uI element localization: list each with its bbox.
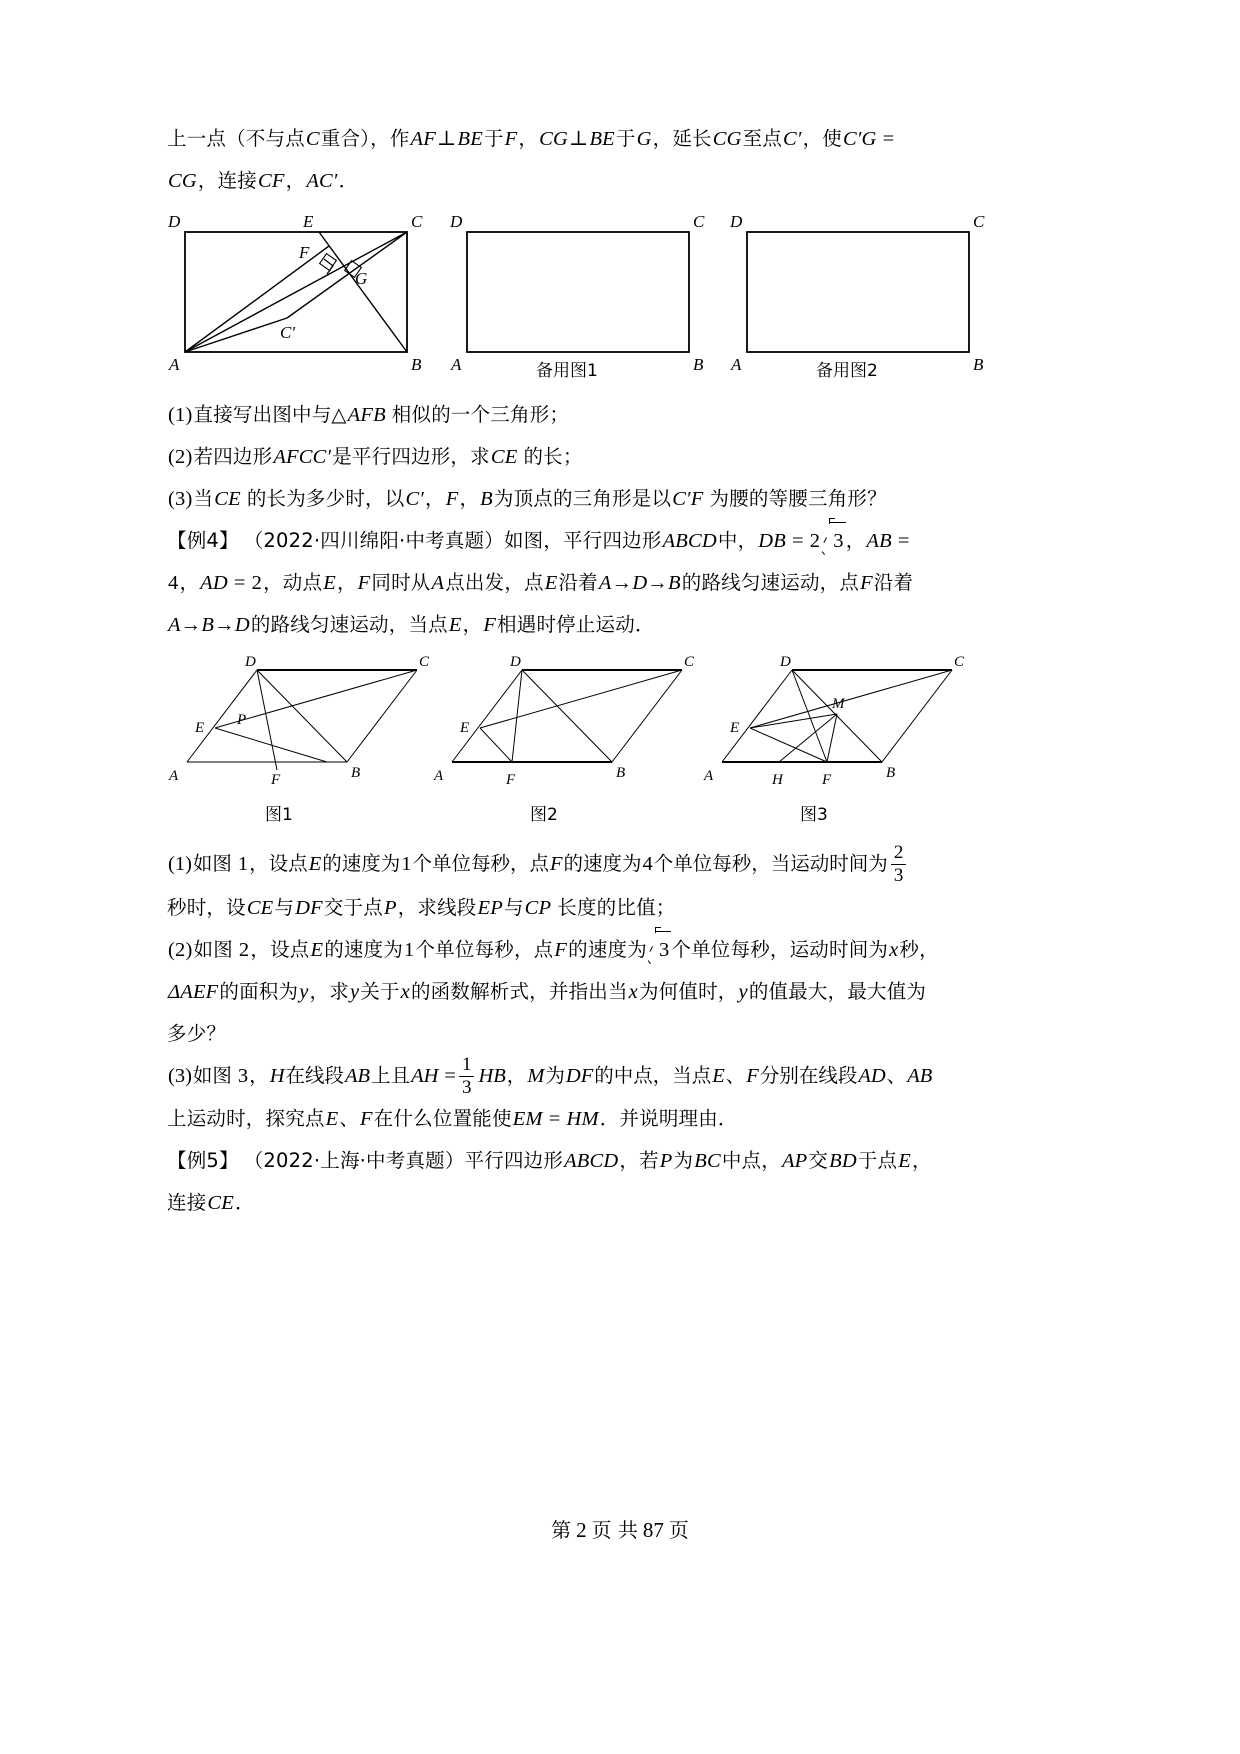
figure1-label-C: C [411, 212, 423, 231]
q2-1-text-b: ，设点 [249, 852, 308, 875]
figure-tu2 [433, 654, 695, 825]
figure1-label-A: A [169, 355, 180, 374]
q2-2-point-E: E [310, 938, 324, 961]
q2-3-comma-1: ， [249, 1063, 269, 1087]
q2-2-text-m: 的值最大，最大值为 [748, 979, 927, 1003]
q1-3-comma-1: ， [425, 487, 445, 510]
example-4-equals: = [792, 530, 804, 552]
example-5-text-d: 中点， [721, 1149, 781, 1173]
intro-line-1 [167, 118, 1073, 160]
q2-2-fig-num: 2 [238, 938, 250, 961]
figure-tu3 [703, 654, 965, 825]
tu1-label-E: E [195, 720, 205, 736]
figure-tu1 [168, 654, 430, 825]
q2-2-text-l: 为何值时， [638, 979, 738, 1003]
figures-group-1 [167, 210, 1073, 380]
q1-2-segment-CE: CE [490, 446, 518, 468]
spare1-label-D: D [450, 212, 463, 231]
q2-2-text-a: 如图 [193, 937, 233, 961]
q1-1-text-a: 直接写出图中与△ [193, 403, 347, 426]
tu1-label-B: B [351, 765, 361, 781]
q2-1-number: (1) [168, 853, 192, 875]
q2-3-point-E: E [712, 1064, 725, 1087]
figure1-label-D: D [168, 212, 181, 231]
q2-3-text-i: ．并说明理由． [599, 1107, 738, 1131]
q2-1-text-i: 交于点 [323, 895, 383, 919]
example-4-segment-AB: AB [866, 530, 892, 552]
intro-text-h: 至点 [742, 127, 783, 150]
equals-sign-1: = [882, 128, 895, 150]
q2-1-text-d: 个单位每秒，点 [412, 852, 549, 875]
example-4-segment-AD: AD [200, 572, 228, 594]
q1-3-segment-CpF: C′F [672, 488, 704, 510]
example-5-comma: ， [911, 1149, 932, 1173]
q2-2-text-k: 的函数解析式，并指出当 [410, 979, 628, 1003]
q1-3-text-d: 为腰的等腰三角形？ [709, 487, 887, 510]
intro-comma-2: ， [285, 169, 306, 192]
segment-ACp: AC′ [306, 170, 338, 192]
point-G: G [636, 128, 652, 150]
q2-1-point-P: P [383, 896, 397, 919]
tu3-label-F: F [822, 772, 832, 788]
tu3-label-D: D [780, 654, 791, 670]
intro-period: ． [338, 169, 359, 192]
intro-comma-1: ， [518, 127, 539, 150]
example-4-l2-comma-2: ， [336, 571, 357, 594]
example-4-equals-3: = [233, 572, 246, 594]
example-5-tag: 【例5】 [167, 1149, 239, 1173]
sqrt-radicand-1: 3 [833, 530, 844, 552]
q2-3-comma-2: ， [506, 1063, 527, 1087]
example-4-AD-value: 2 [251, 572, 263, 594]
q1-2-text-a: 若四边形 [193, 445, 273, 468]
q2-1-text-c: 的速度为 [322, 852, 401, 875]
q2-1-text-f: 个单位每秒，当运动时间为 [653, 852, 888, 875]
q1-3-text-c: 为顶点的三角形是以 [493, 487, 672, 510]
example-4-l2-comma-1: ， [179, 571, 200, 594]
q1-3-point-F: F [445, 488, 459, 510]
tu2-label-A: A [434, 768, 444, 784]
example-4-path-E: A→D→B [598, 572, 681, 594]
q2-3-point-E2: E [325, 1108, 339, 1131]
example-4-l3-point-F: F [483, 614, 497, 636]
intro-text-d: 于 [483, 127, 504, 150]
point-F: F [504, 128, 518, 150]
q2-3-segment-HB: HB [478, 1064, 506, 1087]
q2-3-segment-AH: AH [411, 1064, 439, 1087]
q2-1-text-g: 秒时，设 [167, 895, 246, 919]
q2-2-text-c: 的速度为 [324, 937, 404, 961]
q2-2-text-j: 关于 [360, 979, 400, 1003]
question-2-1-cont [167, 887, 1073, 929]
intro-text-a: 上一点（不与点 [167, 127, 305, 150]
example-5-text-g: 连接 [167, 1191, 207, 1215]
q1-3-segment-CE: CE [214, 488, 241, 510]
q2-3-equals: = [444, 1064, 456, 1087]
fraction-denominator: 3 [891, 864, 907, 886]
q2-1-speed-F: 4 [642, 853, 653, 875]
q1-1-number: (1) [168, 404, 193, 426]
footer-total-pages: 87 [642, 1518, 664, 1542]
q2-3-dot-3: 、 [339, 1107, 360, 1131]
tu1-label-C: C [419, 654, 430, 670]
tu1-label-P: P [237, 712, 247, 728]
fraction-one-third [459, 1055, 475, 1098]
intro-text-c: ，作 [370, 127, 410, 150]
example-5-segment-BC: BC [694, 1150, 721, 1173]
q1-3-point-B: B [480, 488, 493, 510]
q2-2-text-e: 的速度为 [568, 937, 647, 961]
q2-2-text-g: 秒， [899, 937, 939, 961]
intro-text-f: 于 [615, 127, 636, 150]
sqrt-radicand-2: 3 [658, 938, 670, 961]
intro-point-C: C [305, 128, 320, 150]
segment-CG-3: CG [168, 170, 197, 192]
q1-2-text-c: 的长； [523, 445, 583, 468]
example-4-point-F: F [357, 572, 371, 594]
example-4-line-2 [167, 562, 1073, 604]
q2-3-equals-2: = [548, 1108, 561, 1131]
q1-3-number: (3) [168, 488, 193, 510]
footer-suffix: 页 [668, 1518, 689, 1542]
question-2-1 [167, 843, 1073, 887]
q2-2-var-x: x [889, 938, 899, 961]
question-2-3-cont [167, 1098, 1073, 1140]
example-4-point-F2: F [860, 572, 873, 594]
q2-2-var-y3: y [738, 980, 748, 1003]
q2-1-fig-num: 1 [237, 853, 249, 875]
intro-text-b: 重合） [320, 127, 371, 150]
example-5-text-c: 为 [673, 1149, 694, 1173]
q2-2-var-y: y [299, 980, 309, 1003]
example-4-l3-text-c: 相遇时停止运动． [497, 613, 655, 636]
q1-3-comma-2: ， [459, 487, 480, 510]
q2-1-segment-DF: DF [295, 896, 323, 919]
q2-3-number: (3) [168, 1064, 192, 1087]
tu1-caption: 图1 [265, 805, 293, 825]
figure-row-1 [167, 210, 1073, 380]
q2-3-text-c: 上且 [371, 1063, 411, 1087]
q1-1-triangle-AFB: AFB [347, 404, 386, 426]
example-5-point-P: P [659, 1150, 673, 1173]
q2-3-text-h: 在什么位置能使 [373, 1107, 512, 1131]
example-4-comma: ， [845, 529, 866, 552]
question-2-2-cont-1 [167, 971, 1073, 1013]
example-4-l2-text-g: 的路线匀速运动，点 [681, 571, 860, 594]
q2-2-var-y2: y [349, 980, 360, 1003]
tu3-label-A: A [704, 768, 714, 784]
q2-3-segment-AD: AD [858, 1064, 886, 1087]
figure1-label-F: F [299, 243, 310, 262]
q2-3-text-f: 分别在线段 [759, 1063, 858, 1087]
example-4-point-A: A [431, 572, 445, 594]
example-5-line-1 [167, 1140, 1073, 1182]
tu3-label-B: B [886, 765, 896, 781]
fraction-two-thirds [891, 843, 907, 886]
example-5-text-b: ，若 [619, 1149, 659, 1173]
q2-2-text-b: ，设点 [250, 937, 310, 961]
example-4-tag: 【例4】 [167, 529, 239, 552]
q2-1-text-k: 与 [503, 895, 524, 919]
question-1-2 [167, 436, 1073, 478]
footer-page-number: 2 [576, 1518, 587, 1542]
q2-1-point-F: F [550, 853, 563, 875]
q1-3-text-a: 当 [193, 487, 214, 510]
q1-2-text-b: 是平行四边形，求 [332, 445, 490, 468]
q2-3-segment-AB: AB [345, 1064, 371, 1087]
sqrt-symbol-1 [822, 521, 845, 562]
tu2-label-C: C [684, 654, 695, 670]
fraction-numerator-2: 1 [461, 1053, 472, 1075]
figure1-label-C-prime: C′ [280, 323, 296, 342]
example-5-segment-BD: BD [829, 1150, 857, 1173]
q2-2-text-f: 个单位每秒，运动时间为 [671, 937, 889, 961]
q2-3-segment-AB2: AB [907, 1064, 933, 1087]
q2-2-text-i: ，求 [309, 979, 349, 1003]
spare2-label-C: C [973, 212, 985, 231]
tu2-label-D: D [510, 654, 521, 670]
q2-2-var-x2: x [400, 980, 410, 1003]
tu1-label-F: F [271, 772, 281, 788]
segment-CF: CF [258, 170, 285, 192]
tu3-label-M: M [832, 696, 845, 712]
spare2-caption: 备用图2 [816, 361, 878, 380]
spare1-label-C: C [693, 212, 705, 231]
fraction-numerator: 2 [893, 841, 904, 863]
example-4-point-E2: E [544, 572, 558, 594]
intro-line-2 [167, 160, 1073, 202]
q2-3-text-b: 在线段 [285, 1063, 345, 1087]
tu3-label-H: H [772, 772, 783, 788]
q2-2-point-F: F [554, 938, 568, 961]
page-footer [0, 1514, 1240, 1543]
spare1-caption: 备用图1 [536, 361, 598, 380]
q2-3-text-d: 为 [545, 1063, 565, 1087]
segment-CpG: C′G [843, 128, 877, 150]
tu3-caption: 图3 [800, 805, 828, 825]
perp-symbol-2: ⊥ [568, 128, 589, 150]
example-4-l3-comma: ， [462, 613, 483, 636]
tu2-caption: 图2 [530, 805, 558, 825]
q2-2-var-x3: x [628, 980, 638, 1003]
q1-3-text-b: 的长为多少时，以 [246, 487, 405, 510]
segment-BE: BE [457, 128, 483, 150]
q2-2-number: (2) [168, 938, 193, 961]
figures-group-2 [167, 652, 1073, 837]
perp-symbol-1: ⊥ [437, 128, 457, 150]
spare1-label-A: A [451, 355, 462, 374]
example-5-text-e: 交 [808, 1149, 829, 1173]
example-5-text-f: 于点 [857, 1149, 898, 1173]
example-4-l3-text-a: 的路线匀速运动，当点 [250, 613, 448, 636]
q2-3-text-e: 的中点，当点 [594, 1063, 712, 1087]
page-content [167, 118, 1073, 1224]
q2-1-text-j: ，求线段 [397, 895, 477, 919]
figure1-label-B: B [411, 355, 422, 374]
q1-3-point-Cp: C′ [405, 488, 424, 510]
q2-3-segment-HM: HM [566, 1108, 599, 1131]
q1-2-quad-AFCCp: AFCC′ [273, 446, 332, 468]
figure1-label-G: G [355, 269, 368, 288]
segment-BE-2: BE [589, 128, 615, 150]
tu2-label-F: F [506, 772, 516, 788]
question-1-1 [167, 394, 1073, 436]
intro-text-j: ，连接 [197, 169, 257, 192]
example-4-coefficient: 2 [809, 530, 821, 552]
figure-spare-1 [449, 212, 705, 380]
figure-row-2 [167, 652, 1073, 837]
q2-1-text-e: 的速度为 [563, 852, 642, 875]
figure-spare-2 [729, 212, 985, 380]
q2-3-point-F: F [746, 1064, 759, 1087]
q2-1-point-E: E [308, 853, 322, 875]
point-C-prime: C′ [783, 128, 802, 150]
spare2-label-D: D [730, 212, 743, 231]
example-4-l3-point-E: E [448, 614, 462, 636]
question-2-2-cont-2 [167, 1013, 1073, 1055]
q1-1-text-b: 相似的一个三角形； [391, 403, 570, 426]
question-2-3 [167, 1055, 1073, 1099]
footer-prefix: 第 [551, 1518, 572, 1542]
tu1-label-D: D [245, 654, 256, 670]
example-5-period: ． [235, 1191, 255, 1215]
q2-3-segment-DF: DF [565, 1064, 594, 1087]
fraction-denominator-2: 3 [459, 1076, 475, 1098]
example-4-point-E: E [323, 572, 336, 594]
figure1-label-E: E [303, 212, 314, 231]
example-5-source: （2022·上海·中考真题） [243, 1149, 465, 1173]
example-5-segment-AP: AP [781, 1150, 808, 1173]
example-4-AB-value: 4 [168, 572, 179, 594]
example-4-source: （2022·四川绵阳·中考真题） [243, 529, 504, 552]
example-5-quad-ABCD: ABCD [564, 1150, 619, 1173]
footer-middle: 页 共 [591, 1518, 638, 1542]
q2-2-text-h: 的面积为 [219, 979, 299, 1003]
q2-3-text-a: 如图 [192, 1063, 232, 1087]
example-5-line-2 [167, 1182, 1073, 1224]
intro-text-i: ，使 [802, 127, 842, 150]
example-5-segment-CE: CE [207, 1192, 235, 1215]
q2-2-speed-E: 1 [404, 938, 415, 961]
q2-1-text-l: 长度的比值； [557, 895, 676, 919]
q2-1-segment-CP: CP [524, 896, 552, 919]
example-4-l2-text-e: 点出发，点 [445, 571, 544, 594]
example-4-text-a: 如图，平行四边形 [503, 529, 662, 552]
segment-AF: AF [410, 128, 436, 150]
example-4-line-3 [167, 604, 1073, 646]
q2-3-point-F2: F [360, 1108, 373, 1131]
q2-2-triangle-AEF: ΔAEF [168, 980, 219, 1003]
tu3-label-C: C [954, 654, 965, 670]
figure-1-main [167, 212, 423, 374]
q2-3-text-g: 上运动时，探究点 [167, 1107, 325, 1131]
q2-2-text-d: 个单位每秒，点 [415, 937, 554, 961]
example-4-line-1 [167, 520, 1073, 562]
example-4-equals-2: = [897, 530, 910, 552]
q2-1-text-a: 如图 [192, 852, 232, 875]
example-4-segment-DB: DB [758, 530, 787, 552]
q2-3-segment-EM: EM [512, 1108, 543, 1131]
q2-3-point-H: H [269, 1064, 285, 1087]
q2-1-segment-CE: CE [246, 896, 274, 919]
q2-2-text-n: 多少？ [167, 1021, 227, 1045]
question-2-2 [167, 929, 1073, 971]
q2-3-fig-num: 3 [237, 1064, 249, 1087]
q2-3-dot-2: 、 [886, 1063, 907, 1087]
sqrt-symbol-2 [648, 930, 671, 971]
example-4-l2-text-b: ，动点 [263, 571, 323, 594]
segment-CG: CG [539, 128, 568, 150]
q2-1-speed-E: 1 [401, 853, 412, 875]
spare1-label-B: B [693, 355, 704, 374]
example-4-l2-text-h: 沿着 [873, 571, 914, 594]
tu2-label-B: B [616, 765, 626, 781]
example-5-text-a: 平行四边形 [464, 1149, 564, 1173]
example-5-point-E: E [898, 1150, 911, 1173]
segment-CG-2: CG [712, 128, 742, 150]
example-4-l2-text-f: 沿着 [558, 571, 598, 594]
example-4-quad-ABCD: ABCD [662, 530, 717, 552]
tu1-label-A: A [169, 768, 179, 784]
q2-3-point-M: M [527, 1064, 545, 1087]
example-4-l2-text-d: 同时从 [371, 571, 431, 594]
q2-1-segment-EP: EP [477, 896, 503, 919]
q1-2-number: (2) [168, 446, 193, 468]
spare2-label-A: A [731, 355, 742, 374]
intro-text-g: ，延长 [652, 127, 712, 150]
q2-3-dot-1: 、 [725, 1063, 746, 1087]
tu2-label-E: E [460, 720, 470, 736]
tu3-label-E: E [730, 720, 740, 736]
example-4-path-F: A→B→D [168, 614, 250, 636]
example-4-text-b: 中， [717, 529, 758, 552]
question-1-3 [167, 478, 1073, 520]
q2-1-text-h: 与 [274, 895, 295, 919]
spare2-label-B: B [973, 355, 984, 374]
